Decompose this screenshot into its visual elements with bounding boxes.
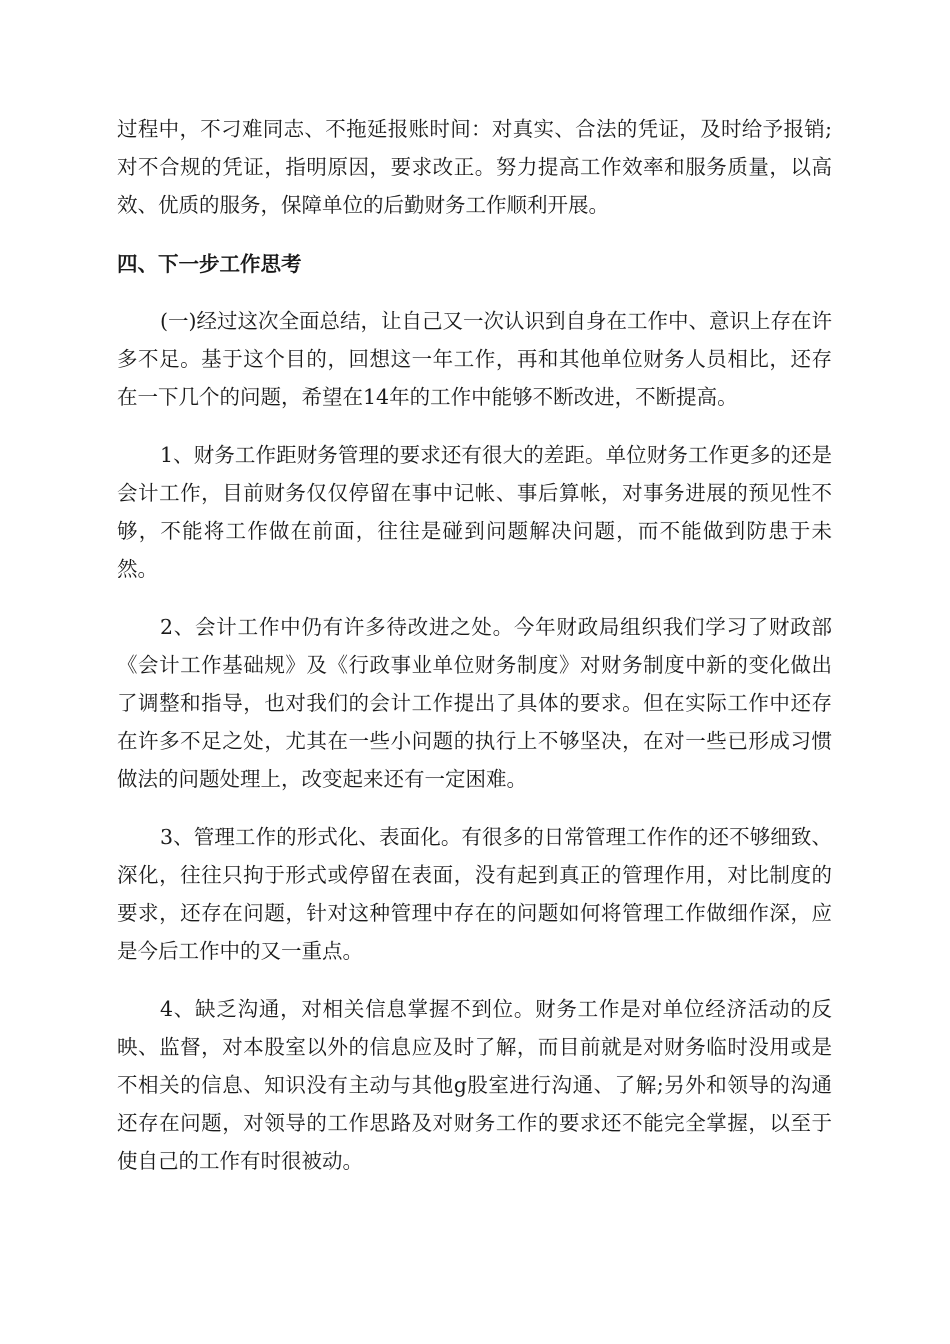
- section-heading: 四、下一步工作思考: [117, 252, 302, 276]
- document-page: [117, 110, 832, 1200]
- paragraph-item-4: 4、缺乏沟通，对相关信息掌握不到位。财务工作是对单位经济活动的反映、监督，对本股室以外的信息应及时了解，而目前就是对财务临时没用或是不相关的信息、知识没有主动与其他g股室进行沟通、了解;另外和领导的沟通还存在问题，对领导的工作思路及对财务工作的要求还不能完全掌握，以至于使自己的工作有时很被动。: [117, 997, 832, 1173]
- intro-paragraph: 过程中，不刁难同志、不拖延报账时间：对真实、合法的凭证，及时给予报销;对不合规的凭证，指明原因，要求改正。努力提高工作效率和服务质量，以高效、优质的服务，保障单位的后勤财务工作顺利开展。: [117, 117, 832, 217]
- paragraph-item-1: 1、财务工作距财务管理的要求还有很大的差距。单位财务工作更多的还是会计工作，目前财务仅仅停留在事中记帐、事后算帐，对事务进展的预见性不够，不能将工作做在前面，往往是碰到问题解决问题，而不能做到防患于未然。: [117, 443, 832, 581]
- paragraph-item-3: 3、管理工作的形式化、表面化。有很多的日常管理工作作的还不够细致、深化，往往只拘于形式或停留在表面，没有起到真正的管理作用，对比制度的要求，还存在问题，针对这种管理中存在的问题如何将管理工作做细作深，应是今后工作中的又一重点。: [117, 825, 832, 963]
- paragraph-summary: (一)经过这次全面总结，让自己又一次认识到自身在工作中、意识上存在许多不足。基于这个目的，回想这一年工作，再和其他单位财务人员相比，还存在一下几个的问题，希望在14年的工作中能够不断改进，不断提高。: [117, 309, 832, 409]
- paragraph-item-2: 2、会计工作中仍有许多待改进之处。今年财政局组织我们学习了财政部《会计工作基础规》及《行政事业单位财务制度》对财务制度中新的变化做出了调整和指导，也对我们的会计工作提出了具体的要求。但在实际工作中还存在许多不足之处，尤其在一些小问题的执行上不够坚决，在对一些已形成习惯做法的问题处理上，改变起来还有一定困难。: [117, 615, 832, 791]
